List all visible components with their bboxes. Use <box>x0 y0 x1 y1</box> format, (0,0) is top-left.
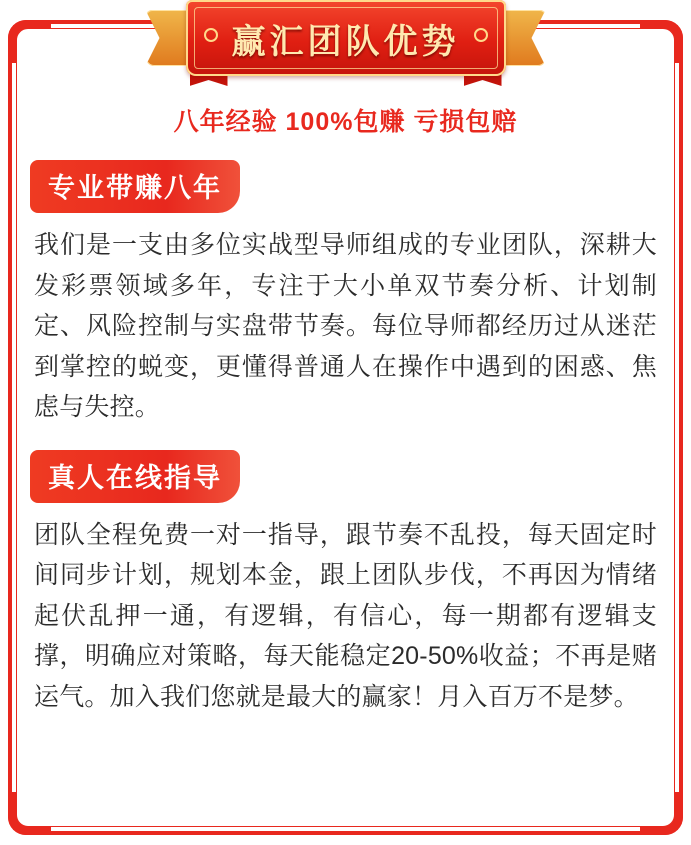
section-body-professional: 我们是一支由多位实战型导师组成的专业团队，深耕大发彩票领域多年，专注于大小单双节奏分析、计划制定、风险控制与实盘带节奏。每位导师都经历过从迷茫到掌控的蜕变，更懂得普通人在操作中遇到的困惑、焦虑与失控。 <box>34 231 657 421</box>
corner-ornament-top-right <box>640 20 683 63</box>
corner-ornament-top-left <box>8 20 51 63</box>
poster-content <box>30 96 661 739</box>
section-tag-live-guidance: 真人在线指导 <box>30 450 240 503</box>
section-live-guidance <box>30 450 661 718</box>
section-tag-professional: 专业带赚八年 <box>30 160 240 213</box>
section-professional <box>30 160 661 428</box>
section-body-live-guidance: 团队全程免费一对一指导，跟节奏不乱投，每天固定时间同步计划，规划本金，跟上团队步伐，不再因为情绪起伏乱押一通，有逻辑，有信心，每一期都有逻辑支撑，明确应对策略，每天能稳定20-50%收益；不再是赌运气。加入我们您就是最大的赢家！月入百万不是梦。 <box>34 520 657 711</box>
corner-ornament-bottom-left <box>8 792 51 835</box>
title-plaque <box>146 0 546 86</box>
poster-title: 赢汇团队优势 <box>231 22 460 61</box>
corner-ornament-bottom-right <box>640 792 683 835</box>
poster-subtitle: 八年经验 100%包赚 亏损包赔 <box>173 108 518 136</box>
